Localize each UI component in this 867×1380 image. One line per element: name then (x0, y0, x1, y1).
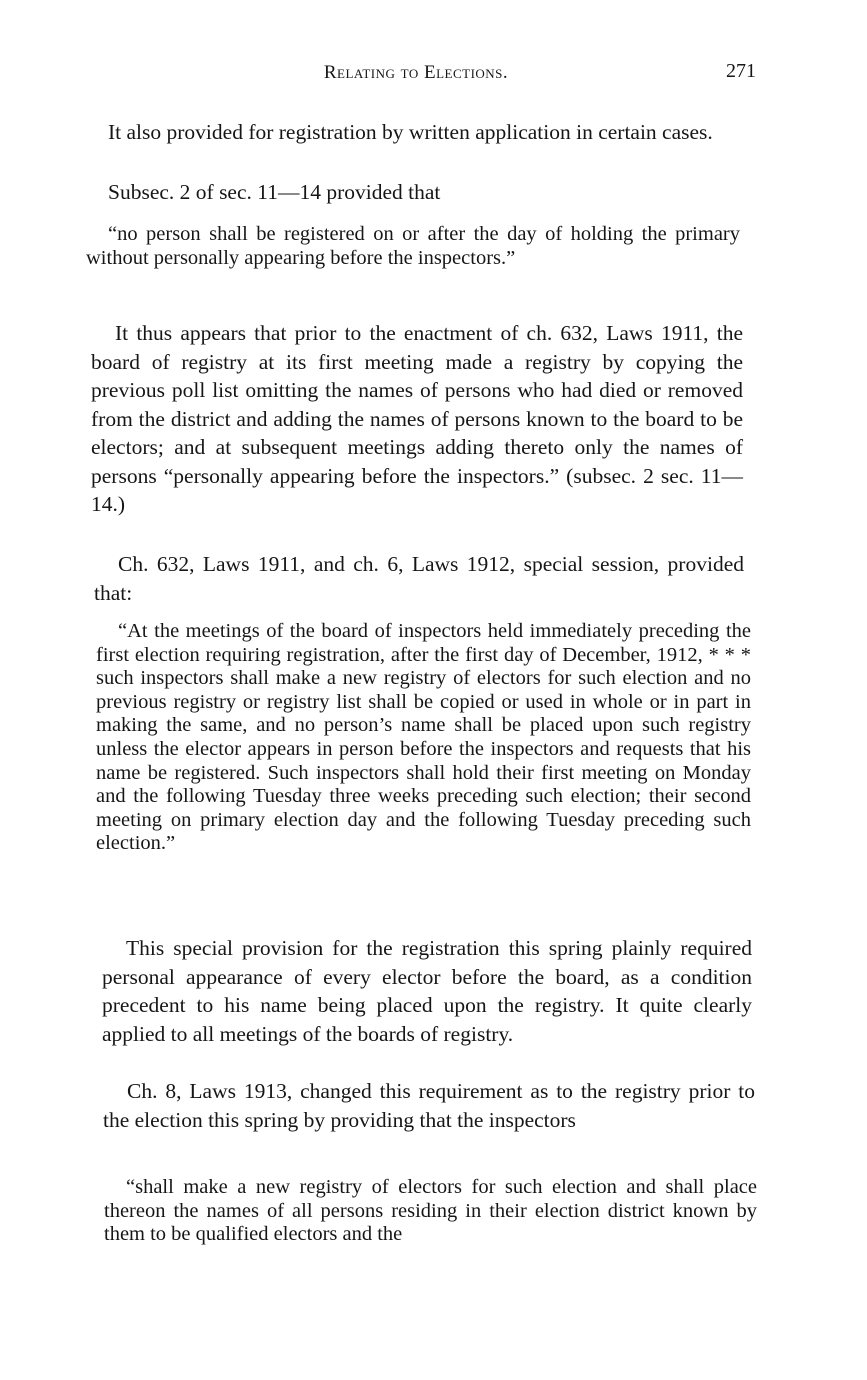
quote-personal-appearance: “no person shall be registered on or after the day of holding the primary without personally appearing before the inspectors.” (86, 223, 740, 269)
paragraph-ch-632: Ch. 632, Laws 1911, and ch. 6, Laws 1912, special session, provided that: (94, 552, 744, 605)
page-number: 271 (726, 60, 756, 82)
paragraph-ch-8-laws-1913: Ch. 8, Laws 1913, changed this requirement as to the registry prior to the election this spring by providing that the inspectors (103, 1079, 755, 1132)
paragraph-special-provision: This special provision for the registration this spring plainly required personal appearance of every elector before the board, as a condition precedent to his name being placed upon the registry. It quite clearly applied to all meetings of the boards of registry. (102, 936, 752, 1046)
paragraph-written-application: It also provided for registration by written application in certain cases. (108, 120, 713, 144)
paragraph-subsec-2: Subsec. 2 of sec. 11—14 provided that (108, 180, 441, 204)
running-head: Relating to Elections. (323, 62, 509, 83)
quote-new-registry-1912: “At the meetings of the board of inspectors held immediately preceding the first election requiring registration, after the first day of December, 1912, * * * such inspectors shall make a new registry of electors for such election and no previous registry or registry list shall be copied or used in whole or in part in making the same, and no person’s name shall be placed upon such registry unless the elector appears in person before the inspectors and requests that his name be registered. Such inspectors shall hold their first meeting on Monday and the following Tuesday three weeks preceding such election; their second meeting on primary election day and the following Tuesday preceding such election.” (96, 620, 751, 855)
paragraph-prior-enactment: It thus appears that prior to the enactment of ch. 632, Laws 1911, the board of registry at its first meeting made a registry by copying the previous poll list omitting the names of persons who had died or removed from the district and adding the names of persons known to the board to be electors; and at subsequent meetings adding thereto only the names of persons “personally appearing before the inspectors.” (subsec. 2 sec. 11—14.) (91, 321, 743, 516)
page-header (86, 60, 756, 92)
quote-new-registry-1913: “shall make a new registry of electors for such election and shall place thereon the names of all persons residing in their election district known by them to be qualified electors and the (104, 1176, 757, 1246)
